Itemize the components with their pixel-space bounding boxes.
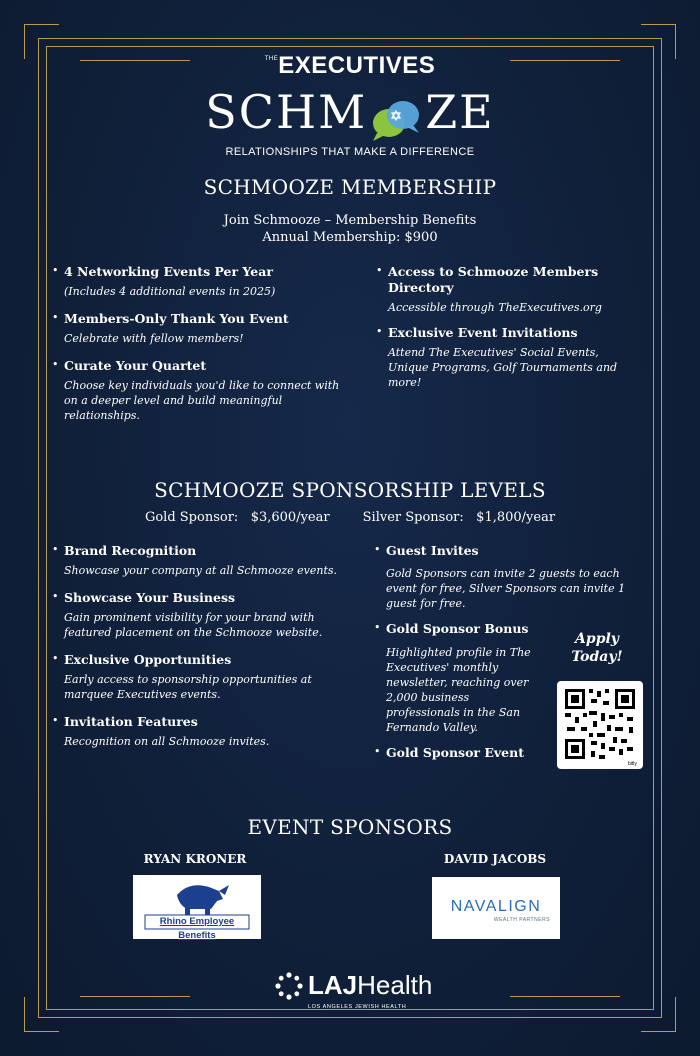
laj-star-icon — [274, 971, 304, 1001]
list-item: • Access to Schmooze Members Directory Accessible through TheExecutives.org — [376, 264, 602, 314]
list-item: • Exclusive Event Invitations Attend The Executives' Social Events, Unique Programs, Golf Tournaments and more! — [376, 325, 618, 389]
membership-price: Annual Membership: $900 — [262, 230, 438, 245]
event-sponsors-title: EVENT SPONSORS — [247, 815, 453, 839]
frame-rule — [510, 996, 620, 997]
list-item: • Guest Invites Gold Sponsors can invite 2 guests to each event for free, Silver Sponsors can invite 1 guest for free. — [374, 543, 626, 610]
list-item: • 4 Networking Events Per Year (Includes 4 additional events in 2025) — [52, 264, 276, 298]
navalign-logo-text: NAVALIGN — [450, 898, 542, 915]
frame-corner — [24, 997, 59, 1032]
qr-code[interactable] — [557, 681, 643, 769]
sponsorship-title: SCHMOOZE SPONSORSHIP LEVELS — [154, 478, 546, 502]
frame-rule — [80, 996, 190, 997]
laj-health-logo — [272, 968, 432, 1016]
membership-benefits-left — [52, 264, 352, 433]
speech-bubbles-icon — [367, 97, 425, 143]
sponsor-name: DAVID JACOBS — [443, 852, 547, 866]
list-item: • Exclusive Opportunities Early access to sponsorship opportunities at marquee Executives events. — [52, 652, 312, 701]
rhino-benefits-logo — [133, 875, 261, 939]
membership-title: SCHMOOZE MEMBERSHIP — [203, 175, 497, 199]
sponsorship-benefits-left — [52, 543, 352, 759]
list-item: • Invitation Features Recognition on all Schmooze invites. — [52, 714, 270, 748]
navalign-logo — [432, 877, 560, 939]
list-item: • Curate Your Quartet Choose key individuals you'd like to connect with on a deeper level and build meaningful relationships. — [52, 358, 340, 422]
list-item: • Brand Recognition Showcase your company at all Schmooze events. — [52, 543, 338, 577]
list-item: • Gold Sponsor Event — [374, 745, 524, 760]
laj-health-wordmark: LAJHealth — [308, 970, 433, 1000]
sponsorship-prices: Gold Sponsor: $3,600/year Silver Sponsor: $1,800/year — [144, 510, 556, 525]
tagline: RELATIONSHIPS THAT MAKE A DIFFERENCE — [225, 146, 475, 158]
laj-health-subtitle: LOS ANGELES JEWISH HEALTH — [308, 1004, 407, 1010]
svg-text:bitly: bitly — [628, 761, 637, 767]
schmooze-logo: SCHM ZE — [0, 86, 700, 147]
membership-subtitle: Join Schmooze – Membership Benefits — [223, 213, 477, 228]
qr-code-icon — [557, 681, 643, 769]
list-item: • Members-Only Thank You Event Celebrate with fellow members! — [52, 311, 289, 345]
membership-benefits-right — [376, 264, 646, 400]
frame-corner — [641, 997, 676, 1032]
sponsor-name: RYAN KRONER — [143, 852, 247, 866]
navalign-logo-sub: WEALTH PARTNERS — [493, 917, 550, 923]
list-item: • Showcase Your Business Gain prominent visibility for your brand with featured placement on the Schmooze website. — [52, 590, 323, 639]
list-item: • Gold Sponsor Bonus Highlighted profile in The Executives' monthly newsletter, reaching over 2,000 business professionals in the San Fernando Valley. — [374, 621, 531, 734]
rhino-logo-text: Rhino Employee Benefits — [159, 916, 235, 941]
apply-today-label: Apply Today! — [571, 631, 623, 665]
executives-wordmark: $^{THE}$EXECUTIVES — [264, 52, 436, 79]
